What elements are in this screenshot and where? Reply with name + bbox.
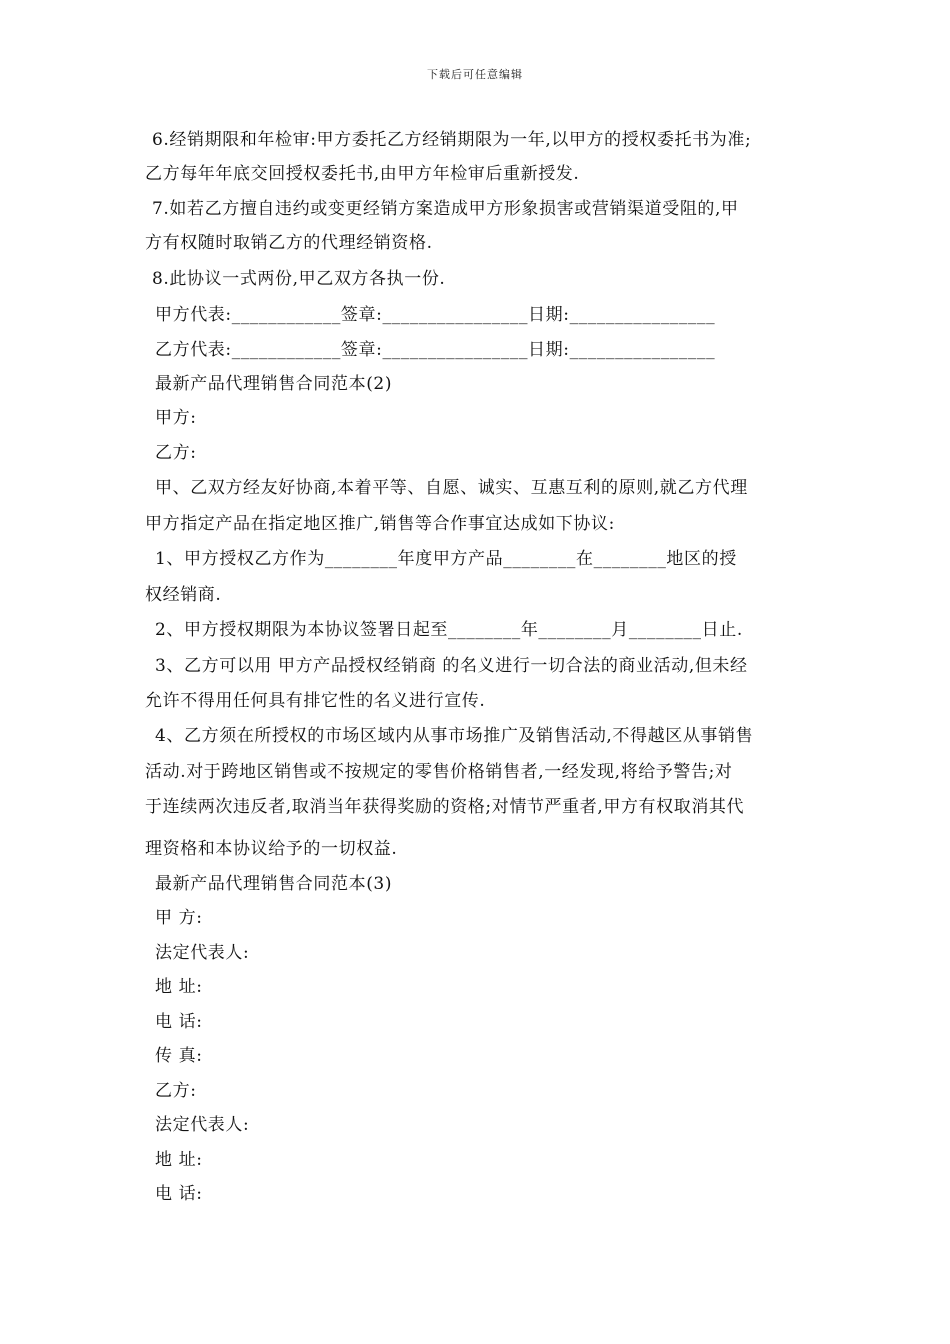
section-title-3: 最新产品代理销售合同范本(3) bbox=[155, 874, 393, 894]
party-b-phone: 电 话: bbox=[155, 1184, 203, 1204]
clause-7-line-1: 7.如若乙方擅自违约或变更经销方案造成甲方形象损害或营销渠道受阻的,甲 bbox=[152, 199, 739, 219]
party-b-legal-representative: 法定代表人: bbox=[155, 1115, 250, 1135]
article-1-line-2: 权经销商. bbox=[145, 585, 222, 605]
section-title-2: 最新产品代理销售合同范本(2) bbox=[155, 374, 393, 394]
clause-7-line-2: 方有权随时取销乙方的代理经销资格. bbox=[145, 233, 433, 253]
party-a-signature-line: 甲方代表:____________签章:________________日期:________________ bbox=[155, 305, 716, 325]
clause-8: 8.此协议一式两份,甲乙双方各执一份. bbox=[152, 269, 446, 289]
article-3-line-2: 允许不得用任何具有排它性的名义进行宣传. bbox=[145, 691, 486, 711]
party-b-label: 乙方: bbox=[155, 443, 197, 463]
party-b-signature-line: 乙方代表:____________签章:________________日期:________________ bbox=[155, 340, 716, 360]
party-a-address: 地 址: bbox=[155, 977, 203, 997]
clause-6-line-1: 6.经销期限和年检审:甲方委托乙方经销期限为一年,以甲方的授权委托书为准; bbox=[152, 130, 752, 150]
preamble-line-2: 甲方指定产品在指定地区推广,销售等合作事宜达成如下协议: bbox=[145, 514, 615, 534]
article-1-line-1: 1、甲方授权乙方作为________年度甲方产品________在________地区的授 bbox=[155, 549, 737, 569]
article-4-line-1: 4、乙方须在所授权的市场区域内从事市场推广及销售活动,不得越区从事销售 bbox=[155, 726, 754, 746]
preamble-line-1: 甲、乙双方经友好协商,本着平等、自愿、诚实、互惠互利的原则,就乙方代理 bbox=[155, 478, 748, 498]
party-a-heading: 甲 方: bbox=[155, 908, 203, 928]
party-a-label: 甲方: bbox=[155, 408, 197, 428]
clause-6-line-2: 乙方每年年底交回授权委托书,由甲方年检审后重新授发. bbox=[145, 164, 580, 184]
party-a-fax: 传 真: bbox=[155, 1046, 203, 1066]
party-b-heading: 乙方: bbox=[155, 1081, 197, 1101]
party-a-legal-representative: 法定代表人: bbox=[155, 943, 250, 963]
header-note: 下载后可任意编辑 bbox=[427, 68, 523, 81]
article-4-line-4: 理资格和本协议给予的一切权益. bbox=[145, 839, 398, 859]
article-4-line-3: 于连续两次违反者,取消当年获得奖励的资格;对情节严重者,甲方有权取消其代 bbox=[145, 797, 745, 817]
party-b-address: 地 址: bbox=[155, 1150, 203, 1170]
party-a-phone: 电 话: bbox=[155, 1012, 203, 1032]
article-2: 2、甲方授权期限为本协议签署日起至________年________月________日止. bbox=[155, 620, 743, 640]
article-4-line-2: 活动.对于跨地区销售或不按规定的零售价格销售者,一经发现,将给予警告;对 bbox=[145, 762, 733, 782]
article-3-line-1: 3、乙方可以用 甲方产品授权经销商 的名义进行一切合法的商业活动,但未经 bbox=[155, 656, 748, 676]
